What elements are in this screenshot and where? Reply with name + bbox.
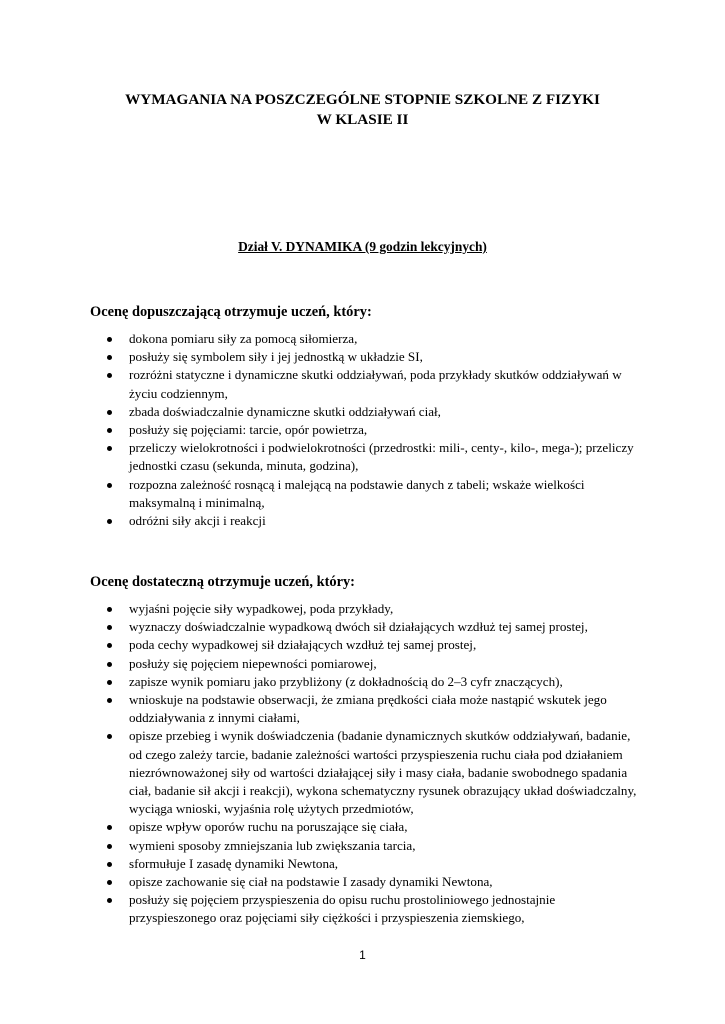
list-item <box>107 476 642 512</box>
list-item <box>107 891 642 927</box>
list-item <box>107 691 642 727</box>
grade-heading-dopuszczajaca: Ocenę dopuszczającą otrzymuje uczeń, który: <box>90 304 372 320</box>
list-item-text: sformułuje I zasadę dynamiki Newtona, <box>129 855 339 871</box>
list-item-text: odróżni siły akcji i reakcji <box>129 513 266 529</box>
list-item <box>107 330 642 348</box>
bullet-icon <box>107 662 112 667</box>
grade-heading-dostateczna: Ocenę dostateczną otrzymuje uczeń, który: <box>90 574 355 590</box>
list-item <box>107 727 642 818</box>
bullet-icon <box>107 844 112 849</box>
bullet-icon <box>107 446 112 451</box>
requirements-list-dopuszczajaca <box>107 330 642 530</box>
bullet-icon <box>107 337 112 342</box>
bullet-icon <box>107 880 112 885</box>
bullet-icon <box>107 862 112 867</box>
bullet-icon <box>107 410 112 415</box>
list-item-text: posłuży się pojęciem przyspieszenia do opisu ruchu prostoliniowego jednostajnie przyspieszonego oraz pojęciami siły ciężkości i przyspieszenia ziemskiego, <box>129 892 556 926</box>
bullet-icon <box>107 825 112 830</box>
list-item-text: dokona pomiaru siły za pomocą siłomierza, <box>129 331 358 346</box>
list-item <box>107 873 642 891</box>
bullet-icon <box>107 428 112 433</box>
bullet-icon <box>107 519 112 524</box>
list-item-text: opisze zachowanie się ciał na podstawie I zasady dynamiki Newtona, <box>129 874 493 890</box>
list-item <box>107 403 642 421</box>
bullet-icon <box>107 373 112 378</box>
list-item <box>107 673 642 691</box>
list-item-text: wnioskuje na podstawie obserwacji, że zmiana prędkości ciała może nastąpić wskutek jego oddziaływania z innymi ciałami, <box>129 692 607 726</box>
list-item <box>107 439 642 475</box>
list-item-text: rozpozna zależność rosnącą i malejącą na podstawie danych z tabeli; wskaże wielkości maksymalną i minimalną, <box>129 476 585 510</box>
list-item-text: poda cechy wypadkowej sił działających wzdłuż tej samej prostej, <box>129 637 477 653</box>
list-item-text: posłuży się pojęciami: tarcie, opór powietrza, <box>129 422 368 438</box>
bullet-icon <box>107 898 112 903</box>
bullet-icon <box>107 625 112 630</box>
section-title: Dział V. DYNAMIKA (9 godzin lekcyjnych) <box>238 239 487 254</box>
document-title-line-2: W KLASIE II <box>316 111 409 128</box>
bullet-icon <box>107 607 112 612</box>
bullet-icon <box>107 698 112 703</box>
list-item-text: rozróżni statyczne i dynamiczne skutki oddziaływań, poda przykłady skutków oddziaływań w życiu codziennym, <box>129 367 622 401</box>
list-item <box>107 837 642 855</box>
list-item <box>107 366 642 402</box>
list-item <box>107 855 642 873</box>
list-item <box>107 818 642 836</box>
bullet-icon <box>107 355 112 360</box>
bullet-icon <box>107 483 112 488</box>
requirements-list-dostateczna <box>107 600 642 928</box>
document-title <box>60 90 665 130</box>
list-item-text: zbada doświadczalnie dynamiczne skutki oddziaływań ciał, <box>129 403 441 419</box>
list-item-text: wyznaczy doświadczalnie wypadkową dwóch sił działających wzdłuż tej samej prostej, <box>129 619 588 635</box>
list-item <box>107 600 642 618</box>
list-item-text: opisze przebieg i wynik doświadczenia (badanie dynamicznych skutków oddziaływań, badanie, od czego zależy tarcie, badanie zależności wartości przyspieszenia ruchu ciała pod działaniem niezrównoważonej siły od wartości działającej siły i masy ciała, badanie swobodnego spadania ciał, badanie sił akcji i reakcji), wykona schematyczny rysunek obrazujący układ doświadczalny, wyciąga wnioski, wyjaśnia rolę użytych przedmiotów, <box>129 728 637 817</box>
bullet-icon <box>107 734 112 739</box>
list-item-text: opisze wpływ oporów ruchu na poruszające się ciała, <box>129 819 408 835</box>
list-item-text: przeliczy wielokrotności i podwielokrotności (przedrostki: mili-, centy-, kilo-, mega-); przeliczy jednostki czasu (sekunda, minuta, godzina), <box>129 440 634 474</box>
bullet-icon <box>107 643 112 648</box>
list-item-text: wymieni sposoby zmniejszania lub zwiększania tarcia, <box>129 837 416 853</box>
list-item-text: zapisze wynik pomiaru jako przybliżony (z dokładnością do 2–3 cyfr znaczących), <box>129 673 563 689</box>
list-item-text: wyjaśni pojęcie siły wypadkowej, poda przykłady, <box>129 601 394 616</box>
list-item <box>107 348 642 366</box>
page-number: 1 <box>359 948 366 962</box>
document-title-line-1: WYMAGANIA NA POSZCZEGÓLNE STOPNIE SZKOLNE Z FIZYKI <box>125 91 600 108</box>
list-item <box>107 421 642 439</box>
list-item <box>107 655 642 673</box>
list-item-text: posłuży się pojęciem niepewności pomiarowej, <box>129 655 377 671</box>
list-item <box>107 618 642 636</box>
bullet-icon <box>107 680 112 685</box>
list-item <box>107 636 642 654</box>
list-item <box>107 512 642 530</box>
list-item-text: posłuży się symbolem siły i jej jednostką w układzie SI, <box>129 349 423 365</box>
